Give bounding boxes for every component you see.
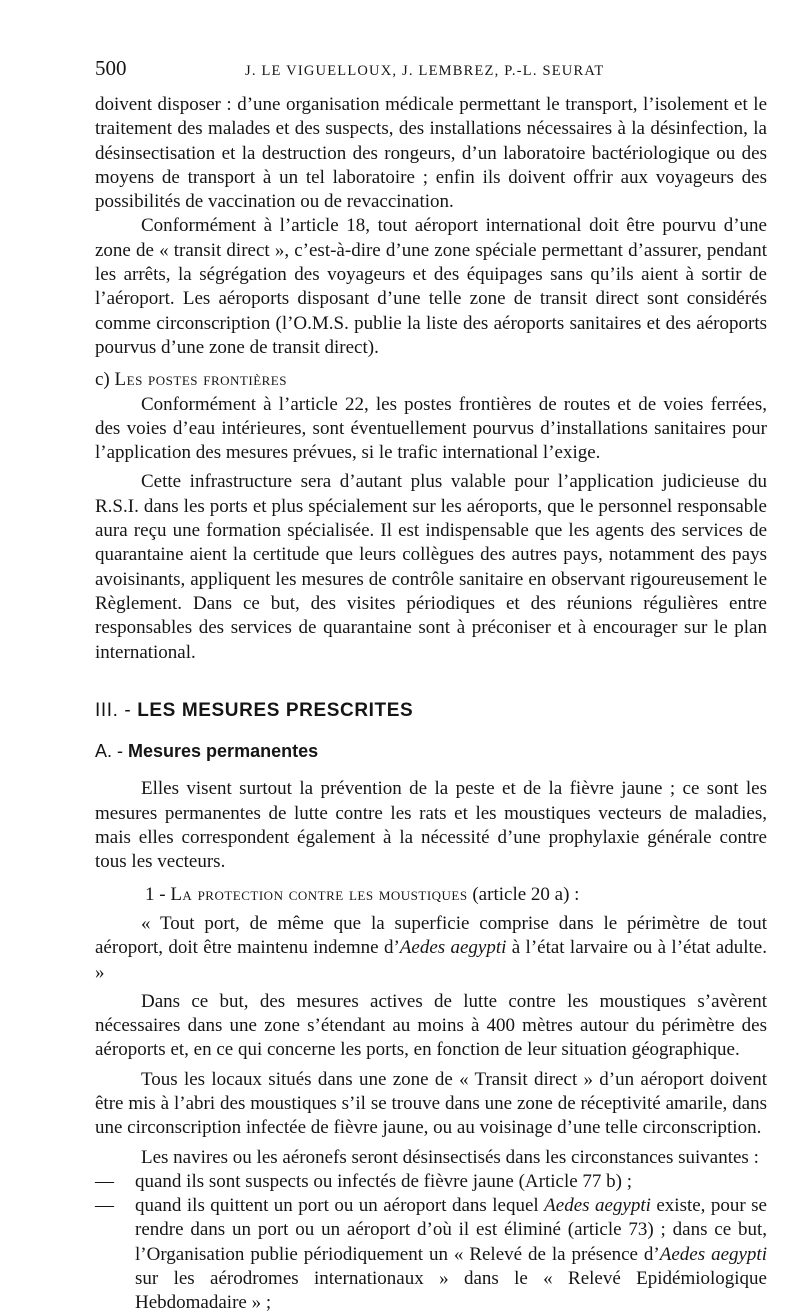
dash-bullet: — <box>95 1195 114 1217</box>
paragraph: Conformément à l’article 22, les postes frontières de routes et de voies ferrées, des voies d’eau intérieures, sont éventuellement pourvus d’installations sanitaires pour l’application des mesures prévues, si le trafic international l’exige. <box>95 393 767 464</box>
subsection-title: La protection contre les moustiques <box>170 883 468 905</box>
species-name: Aedes aegypti <box>399 937 507 959</box>
subsection-number: 1 - <box>145 883 171 905</box>
list-item-text: existe, pour se rendre dans un port ou un aéroport d’où il est éliminé (article 73) ; dans ce but, l’Organisation publie périodiquement un « Relevé de la présence d’ <box>135 1195 767 1265</box>
quote-text: à l’état larvaire ou à l’état adulte. » <box>95 937 767 983</box>
body-text <box>95 93 767 1316</box>
section-label: A. - <box>95 741 129 762</box>
quotation <box>95 912 767 985</box>
paragraph: Cette infrastructure sera d’autant plus valable pour l’application judicieuse du R.S.I. dans les ports et plus spécialement sur les aéroports, que le personnel responsable aura reçu une formation spécialisée. Il est indispensable que les agents des services de quarantaine aient la certitude que leurs collègues des autres pays, notamment des pays avoisinants, appliquent les mesures de contrôle sanitaire en observant rigoureusement le Règlement. Dans ce but, des visites périodiques et des réunions régulières entre responsables des services de quarantaine sont à préconiser et à encourager sur le plan international. <box>95 471 767 663</box>
paragraph: Tous les locaux situés dans une zone de « Transit direct » d’un aéroport doivent être mis à l’abri des moustiques s’il se trouve dans une zone de réceptivité amarile, dans une circonscription infectée de fièvre jaune, ou au voisinage d’une telle circonscription. <box>95 1068 767 1139</box>
page-number: 500 <box>95 56 127 80</box>
paragraph: Les navires ou les aéronefs seront désinsectisés dans les circonstances suivantes : <box>141 1146 759 1168</box>
subsection-heading <box>95 883 767 907</box>
paragraph: Elles visent surtout la prévention de la peste et de la fièvre jaune ; ce sont les mesures permanentes de lutte contre les rats et les moustiques vecteurs de maladies, mais elles correspondent également à la nécessité d’une prophylaxie générale contre tous les vecteurs. <box>95 778 767 873</box>
part-number: III. - <box>95 699 138 721</box>
subsection-heading <box>95 368 767 392</box>
paragraph: Conformément à l’article 18, tout aéroport international doit être pourvu d’une zone de « transit direct », c’est-à-dire d’une zone spéciale permettant d’assurer, pendant les arrêts, la ségrégation des voyageurs et des équipages sans qu’ils aient à sortir de l’aéroport. Les aéroports disposant d’une telle zone de transit direct sont considérés comme circonscription (l’O.M.S. publie la liste des aéroports sanitaires et des aéroports pourvus d’une zone de transit direct). <box>95 215 767 358</box>
species-name: Aedes aegypti <box>659 1243 767 1265</box>
paragraph: doivent disposer : d’une organisation médicale permettant le transport, l’isolement et le traitement des malades et des suspects, des installations nécessaires à la désinfection, la désinsectisation et la destruction des rongeurs, d’un laboratoire bactériologique ou des moyens de transport à un tel laboratoire ; enfin ils doivent offrir aux voyageurs des possibilités de vaccination ou de revaccination. <box>95 94 767 213</box>
dash-bullet: — <box>95 1170 114 1192</box>
page-header <box>95 56 770 82</box>
list-item <box>95 1194 767 1315</box>
species-name: Aedes aegypti <box>544 1195 651 1217</box>
list-item-text: quand ils quittent un port ou un aéroport dans lequel <box>135 1195 545 1217</box>
paragraph: Dans ce but, des mesures actives de lutte contre les moustiques s’avèrent nécessaires dans une zone s’étendant au moins à 400 mètres autour du périmètre des aéroports et, en ce qui concerne les ports, en fonction de leur situation géographique. <box>95 990 767 1061</box>
running-head: J. LE VIGUELLOUX, J. LEMBREZ, P.-L. SEURAT <box>245 63 605 79</box>
section-heading <box>95 739 767 763</box>
subsection-label: c) <box>95 369 115 391</box>
article-reference: (article 20 a) : <box>467 883 580 905</box>
list-item-text: sur les aérodromes internationaux » dans le « Relevé Epidémiologique Hebdomadaire » ; <box>135 1268 767 1314</box>
list-item-text: quand ils sont suspects ou infectés de fièvre jaune (Article 77 b) ; <box>135 1170 633 1192</box>
part-title: LES MESURES PRESCRITES <box>137 699 414 721</box>
quote-text: « Tout port, de même que la superficie comprise dans le périmètre de tout aéroport, doit être maintenu indemne d’ <box>95 912 767 959</box>
section-title: Mesures permanentes <box>128 741 319 762</box>
subsection-title: Les postes frontières <box>114 369 287 391</box>
list-item <box>95 1170 767 1194</box>
part-heading <box>95 699 767 723</box>
